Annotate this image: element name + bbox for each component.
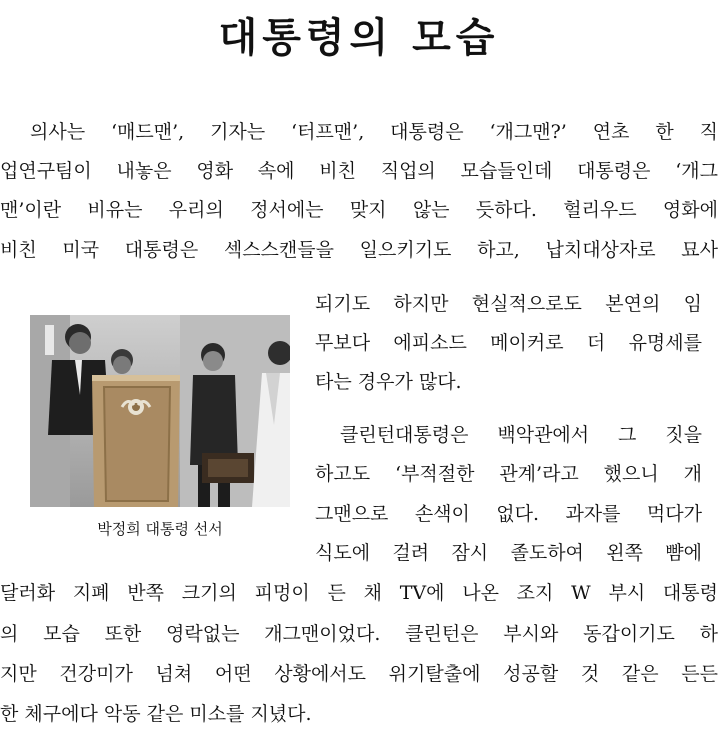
photo-caption: 박정희 대통령 선서 [97, 520, 223, 538]
paragraph-line: 그맨으로 손색이 없다. 과자를 먹다가 [315, 503, 702, 525]
inauguration-photo [30, 315, 290, 507]
paragraph-line: 달러화 지폐 반쪽 크기의 피멍이 든 채 TV에 나온 조지 W 부시 대통령 [0, 582, 718, 604]
article-title: 대통령의 모습 [218, 15, 500, 61]
inauguration-photo-illustration [30, 315, 290, 507]
paragraph-line: 맨’이란 비유는 우리의 정서에는 맞지 않는 듯하다. 헐리우드 영화에 [0, 199, 718, 221]
paragraph-line: 타는 경우가 많다. [315, 371, 462, 393]
paragraph-line: 지만 건강미가 넘쳐 어떤 상황에서도 위기탈출에 성공할 것 같은 든든 [0, 663, 718, 685]
paragraph-line: 비친 미국 대통령은 섹스스캔들을 일으키기도 하고, 납치대상자로 묘사 [0, 239, 718, 261]
paragraph-line: 클린턴대통령은 백악관에서 그 짓을 [340, 424, 702, 446]
paragraph-line: 식도에 걸려 잠시 졸도하여 왼쪽 뺨에 [315, 542, 702, 564]
paragraph-line: 하고도 ‘부적절한 관계’라고 했으니 개 [315, 463, 702, 485]
paragraph-line: 되기도 하지만 현실적으로도 본연의 임 [315, 293, 702, 315]
paragraph-line: 무보다 에피소드 메이커로 더 유명세를 [315, 332, 702, 354]
paragraph-line: 한 체구에다 악동 같은 미소를 지녔다. [0, 703, 312, 725]
paragraph-line: 업연구팀이 내놓은 영화 속에 비친 직업의 모습들인데 대통령은 ‘개그 [0, 160, 718, 182]
paragraph-line: 의사는 ‘매드맨’, 기자는 ‘터프맨’, 대통령은 ‘개그맨?’ 연초 한 직 [30, 121, 718, 143]
paragraph-line: 의 모습 또한 영락없는 개그맨이었다. 클린턴은 부시와 동갑이기도 하 [0, 623, 718, 645]
